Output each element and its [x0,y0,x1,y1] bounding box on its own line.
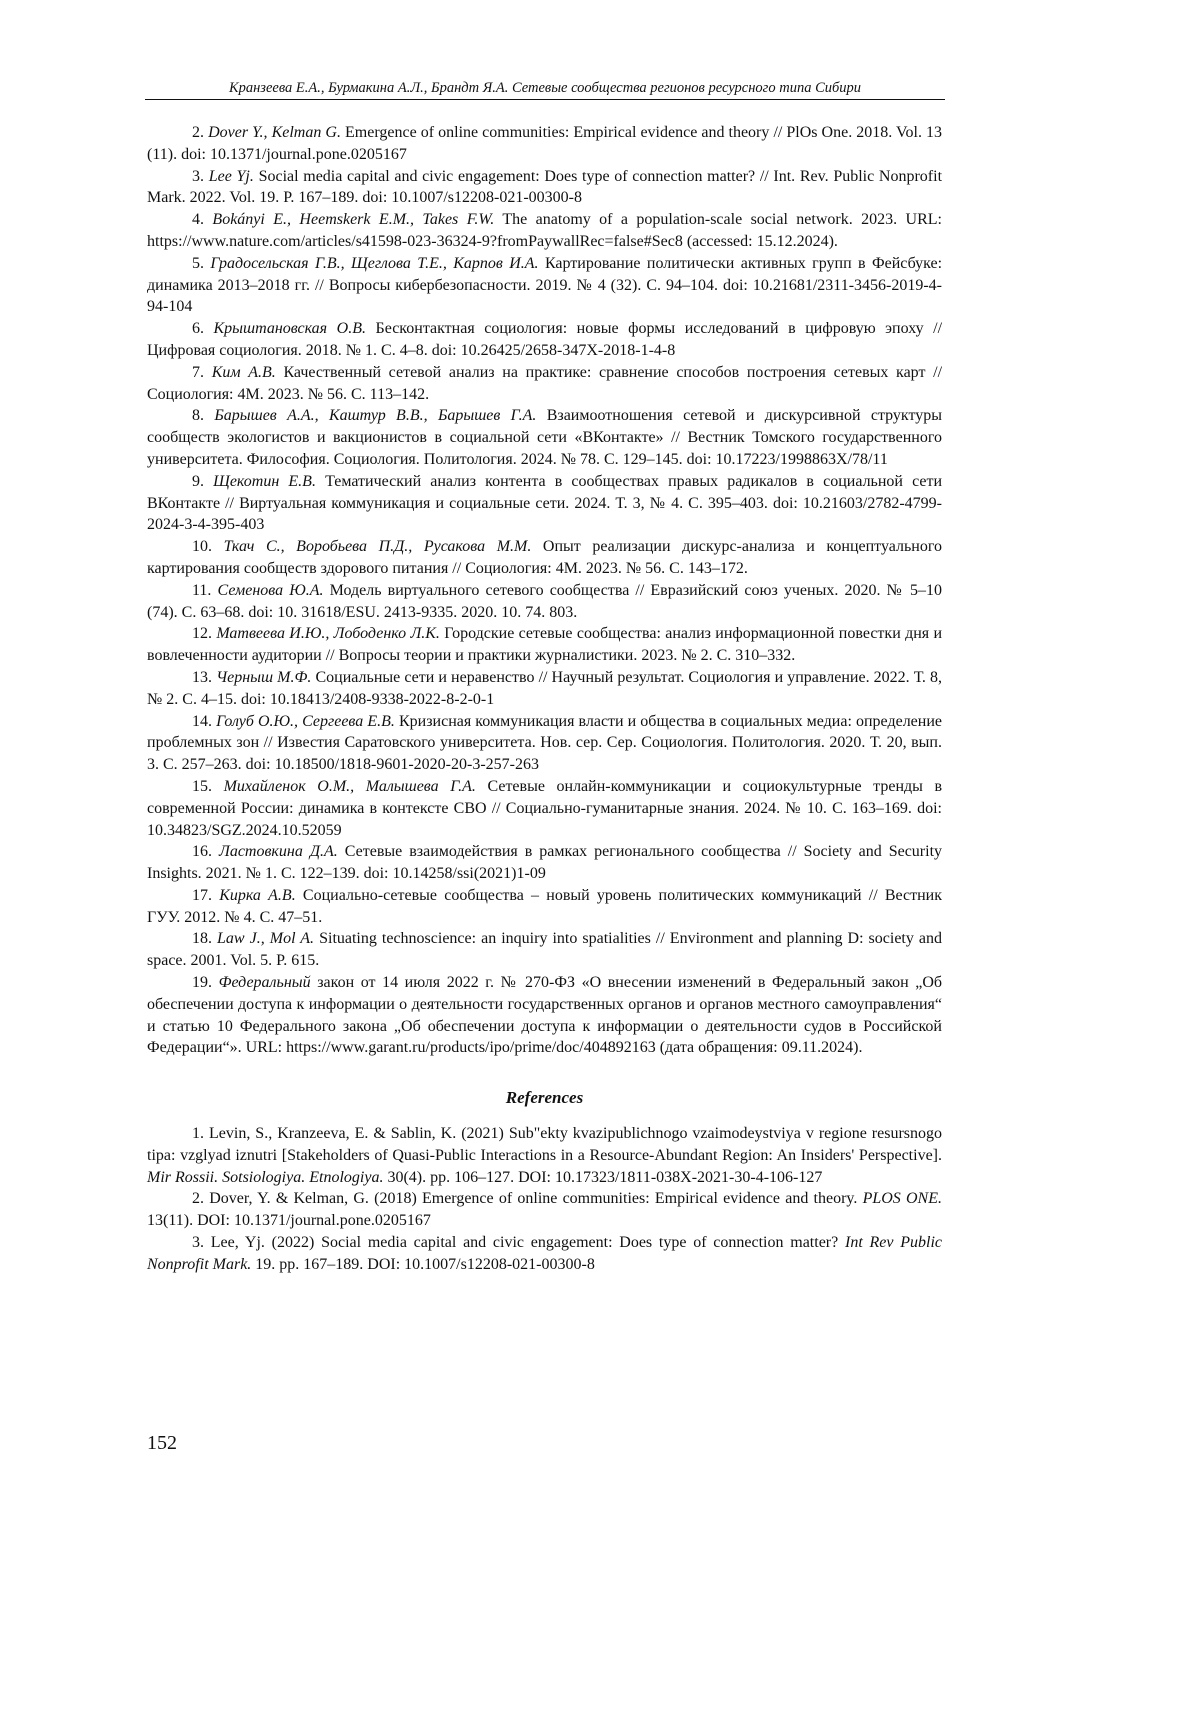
entry-text: Городские сетевые сообщества: анализ информационной повестки дня и вовлеченности аудитории // Вопросы теории и практики журналистики. 2023. № 2. С. 310–332. [147,625,943,665]
bibliography-entry [147,972,942,1059]
body-text [147,122,942,1276]
entry-number: 10. [192,538,212,556]
entry-text: Опыт реализации дискурс-анализа и концептуального картирования сообществ здорового питания // Социология: 4М. 2023. № 56. С. 143–172. [147,538,943,577]
entry-details: 19. pp. 167–189. DOI: 10.1007/s12208-021-00300-8 [255,1255,595,1273]
entry-journal: Mir Rossii. Sotsiologiya. Etnologiya. [147,1168,384,1186]
entry-text: Levin, S., Kranzeeva, E. & Sablin, K. (2021) Sub"ekty kvazipublichnogo vzaimodeystviya v regione resursnogo tipa: vzglyad iznutri [Stakeholders of Quasi-Public Interactions in a Resource-Abundant Region: An Insiders' Perspective]. [147,1125,943,1164]
entry-authors: Щекотин Е.В. [213,472,316,490]
entry-text: Взаимоотношения сетевой и дискурсивной структуры сообществ экологистов и вакционистов в социальной сети «ВКонтакте» // Вестник Томского государственного университета. Философия. Социология. Политология. 2024. № 78. С. 129–145. doi: 10.17223/1998863X/78/11 [147,407,943,468]
entry-number: 8. [192,407,204,425]
bibliography-entry [147,209,942,253]
entry-authors: Bokányi E., Heemskerk E.M., Takes F.W. [212,211,495,229]
bibliography-entry [147,667,942,711]
entry-text: Социальные сети и неравенство // Научный результат. Социология и управление. 2022. Т. 8, № 2. С. 4–15. doi: 10.18413/2408-9338-2022-8-2-0-1 [147,668,943,708]
bibliography-entry [147,405,942,470]
entry-number: 3. [192,167,204,185]
entry-number: 17. [192,886,212,904]
entry-authors: Кирка А.В. [219,886,296,904]
entry-authors: Law J., Mol A. [217,930,315,948]
entry-number: 1. [192,1125,204,1143]
entry-number: 11. [192,581,212,599]
entry-journal: Int Rev Public Nonprofit Mark. [147,1234,943,1273]
bibliography-entry [147,711,942,776]
reference-entry [147,1188,942,1232]
entry-number: 13. [192,668,212,686]
entry-authors: Dover Y., Kelman G. [208,124,341,141]
entry-number: 9. [192,472,204,490]
entry-number: 2. [192,1190,204,1208]
entry-text: Качественный сетевой анализ на практике: сравнение способов построения сетевых карт // Социология: 4М. 2023. № 56. С. 113–142. [147,363,943,403]
entry-number: 12. [192,625,212,643]
entry-authors: Федеральный [218,974,311,992]
entry-details: 13(11). DOI: 10.1371/journal.pone.0205167 [147,1212,431,1230]
entry-text: Social media capital and civic engagement: Does type of connection matter? // Int. Rev. Public Nonprofit Mark. 2022. Vol. 19. P. 167–189. doi: 10.1007/s12208-021-00300-8 [147,167,943,207]
entry-number: 3. [192,1234,204,1252]
entry-text: Lee, Yj. (2022) Social media capital and civic engagement: Does type of connection matter? [210,1234,839,1252]
bibliography-entry [147,166,942,210]
entry-text: Тематический анализ контента в сообществах правых радикалов в социальной сети ВКонтакте // Виртуальная коммуникация и социальные сети. 2024. Т. 3, № 4. С. 395–403. doi: 10.21603/2782-4799-2024-3-4-395-403 [147,472,943,534]
entry-number: 7. [192,363,204,381]
running-header: Кранзеева Е.А., Бурмакина А.Л., Брандт Я.А. Сетевые сообщества регионов ресурсного типа Сибири [145,80,945,100]
bibliography-entry [147,841,942,885]
reference-entry [147,1123,942,1188]
bibliography-entry [147,623,942,667]
entry-text: Situating technoscience: an inquiry into spatialities // Environment and planning D: society and space. 2001. Vol. 5. P. 615. [147,930,942,970]
entry-number: 15. [192,777,212,795]
entry-text: Кризисная коммуникация власти и общества в социальных медиа: определение проблемных зон // Известия Саратовского университета. Нов. сер. Сер. Социология. Политология. 2020. Т. 20, вып. 3. С. 257–263. doi: 10.18500/1818-9601-2020-20-3-257-263 [147,712,943,774]
bibliography-entry [147,776,942,841]
entry-text: закон от 14 июля 2022 г. № 270-ФЗ «О внесении изменений в Федеральный закон „Об обеспечении доступа к информации о деятельности государственных органов и органов местного самоуправления“ и статью 10 Федерального закона „Об обеспечении доступа к информации о деятельности судов в Российской Федерации“». URL: https://www.garant.ru/products/ipo/prime/doc/404892163 (дата обращения: 09.11.2024). [147,974,943,1057]
reference-entry [147,1232,942,1276]
entry-number: 4. [192,211,204,229]
entry-authors: Барышев А.А., Каштур В.В., Барышев Г.А. [214,407,537,425]
entry-text: Сетевые онлайн-коммуникации и социокультурные тренды в современной России: динамика в контексте СВО // Социально-гуманитарные знания. 2024. № 10. С. 163–169. doi: 10.34823/SGZ.2024.10.52059 [147,777,943,839]
bibliography-list [147,122,942,1059]
entry-number: 5. [192,254,204,272]
entry-authors: Матвеева И.Ю., Лободенко Л.К. [216,625,440,643]
entry-authors: Михайленок О.М., Малышева Г.А. [223,777,476,795]
entry-number: 2. [192,124,204,141]
entry-authors: Ким А.В. [211,363,276,381]
bibliography-entry [147,362,942,406]
entry-authors: Семенова Ю.А. [217,581,324,599]
entry-journal: PLOS ONE. [862,1190,942,1208]
entry-text: Социально-сетевые сообщества – новый уровень политических коммуникаций // Вестник ГУУ. 2012. № 4. С. 47–51. [147,886,943,926]
bibliography-entry [147,885,942,929]
entry-authors: Градосельская Г.В., Щеглова Т.Е., Карпов И.А. [210,254,539,272]
entry-details: 30(4). pp. 106–127. DOI: 10.17323/1811-038X-2021-30-4-106-127 [387,1168,823,1186]
entry-text: Модель виртуального сетевого сообщества // Евразийский союз ученых. 2020. № 5–10 (74). С. 63–68. doi: 10. 31618/ESU. 2413-9335. 2020. 10. 74. 803. [147,581,943,621]
entry-number: 6. [192,320,204,338]
bibliography-entry [147,580,942,624]
entry-authors: Ткач С., Воробьева П.Д., Русакова М.М. [223,538,532,556]
entry-text: Emergence of online communities: Empirical evidence and theory // PlOs One. 2018. Vol. 13 (11). doi: 10.1371/journal.pone.0205167 [147,124,943,163]
entry-authors: Голуб О.Ю., Сергеева Е.В. [216,712,395,730]
entry-number: 16. [192,843,212,861]
bibliography-entry [147,536,942,580]
bibliography-entry [147,318,942,362]
entry-number: 18. [192,930,212,948]
bibliography-entry [147,253,942,318]
entry-authors: Черныш М.Ф. [216,668,312,686]
entry-text: Бесконтактная социология: новые формы исследований в цифровую эпоху // Цифровая социология. 2018. № 1. С. 4–8. doi: 10.26425/2658-347X-2018-1-4-8 [147,320,943,359]
page-number: 152 [147,1432,177,1454]
entry-authors: Ластовкина Д.А. [218,843,338,861]
entry-text: The anatomy of a population-scale social network. 2023. URL: https://www.nature.com/articles/s41598-023-36324-9?fromPaywallRec=false#Sec8 (accessed: 15.12.2024). [147,211,943,250]
entry-authors: Крыштановская О.В. [213,320,366,338]
references-heading: References [505,1088,584,1108]
bibliography-entry [147,928,942,972]
bibliography-entry [147,471,942,536]
entry-number: 14. [192,712,212,730]
entry-text: Dover, Y. & Kelman, G. (2018) Emergence of online communities: Empirical evidence and theory. [209,1190,858,1208]
references-list [147,1123,942,1276]
bibliography-entry [147,122,942,166]
entry-authors: Lee Yj. [208,167,254,185]
entry-number: 19. [192,974,212,992]
entry-text: Картирование политически активных групп в Фейсбуке: динамика 2013–2018 гг. // Вопросы кибербезопасности. 2019. № 4 (32). С. 94–104. doi: 10.21681/2311-3456-2019-4-94-104 [147,254,943,316]
entry-text: Сетевые взаимодействия в рамках регионального сообщества // Society and Security Insights. 2021. № 1. С. 122–139. doi: 10.14258/ssi(2021)1-09 [147,843,943,883]
